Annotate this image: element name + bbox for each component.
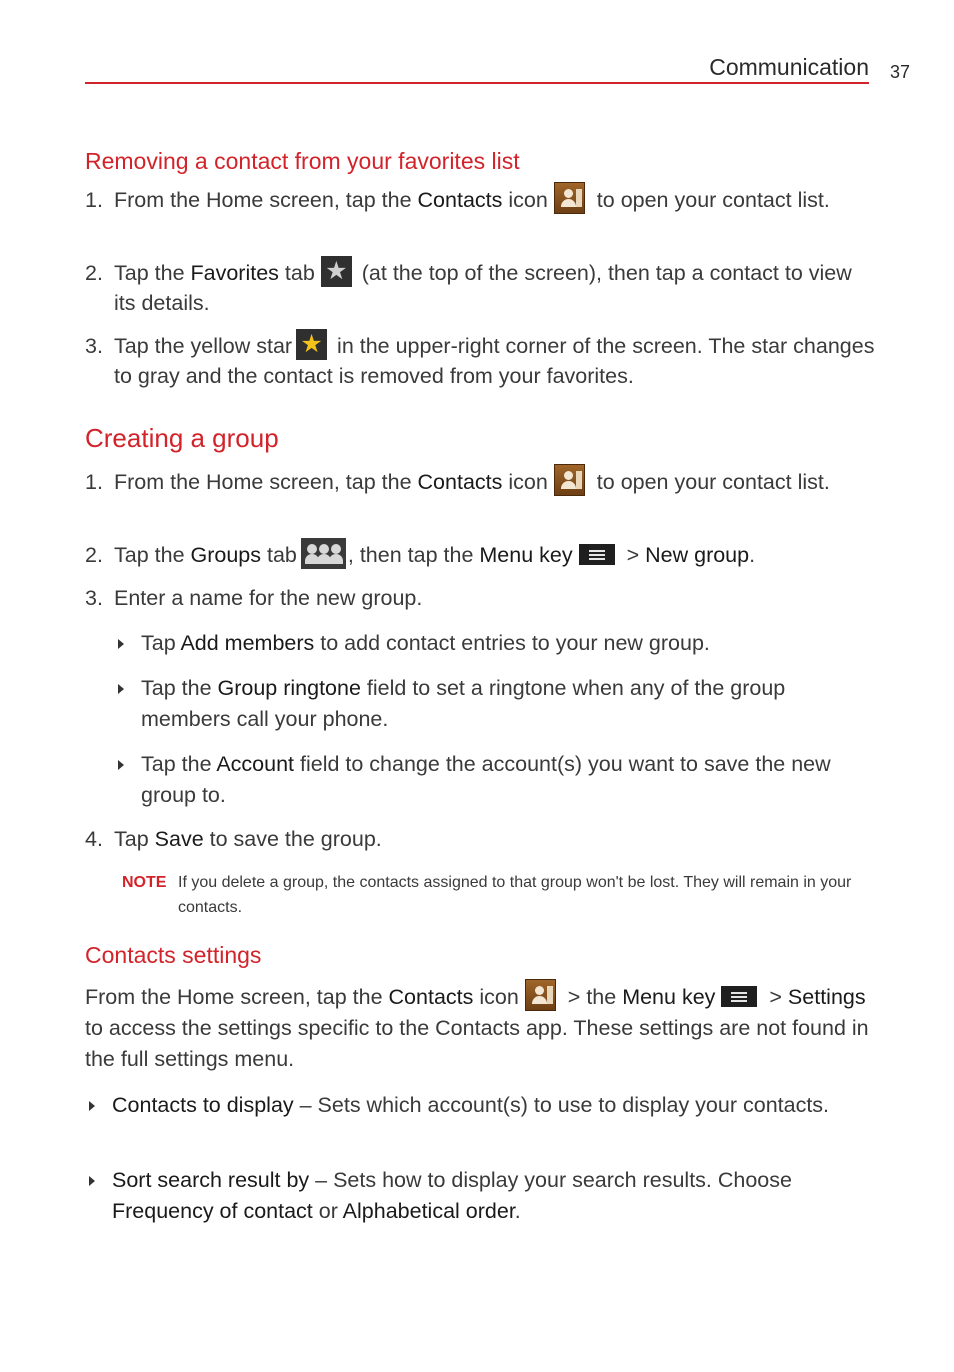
remove-step-2: 2. Tap the Favorites tab ★ (at the top of the screen), then tap a contact to view its details.	[85, 256, 852, 315]
menu-key-icon	[721, 986, 757, 1007]
bullet-arrow-icon	[89, 1101, 95, 1111]
group-step-1: 1. From the Home screen, tap the Contacts icon to open your contact list.	[85, 467, 875, 497]
group-bullet-account: Tap the Account field to change the account(s) you want to save the new group to.	[118, 749, 858, 811]
bullet-arrow-icon	[118, 760, 124, 770]
contacts-icon	[525, 979, 556, 1011]
settings-bullet-sort-search: Sort search result by – Sets how to display your search results. Choose Frequency of contact or Alphabetical order.	[89, 1165, 869, 1227]
menu-key-icon	[579, 544, 615, 565]
section-name: Communication	[709, 54, 869, 80]
group-step-4: 4. Tap Save to save the group.	[85, 827, 382, 851]
remove-step-3: 3. Tap the yellow star ★ in the upper-right corner of the screen. The star changes to gray and the contact is removed from your favorites.	[85, 329, 875, 388]
yellow-star-icon: ★	[296, 329, 327, 360]
group-bullet-add-members: Tap Add members to add contact entries to your new group.	[118, 628, 858, 659]
remove-step-1: 1. From the Home screen, tap the Contacts icon to open your contact list.	[85, 185, 875, 215]
heading-remove-favorites: Removing a contact from your favorites list	[85, 148, 520, 174]
page-number: 37	[890, 62, 911, 82]
settings-intro: From the Home screen, tap the Contacts icon > the Menu key > Settings to access the settings specific to the Contacts app. These settings are not found in the full settings menu.	[85, 982, 875, 1075]
heading-creating-group: Creating a group	[85, 423, 279, 453]
contacts-icon	[554, 464, 585, 496]
bullet-arrow-icon	[118, 684, 124, 694]
group-step-2: 2. Tap the Groups tab , then tap the Menu key > New group.	[85, 540, 875, 570]
note-text: If you delete a group, the contacts assigned to that group won't be lost. They will remain in your contacts.	[178, 874, 852, 916]
heading-contacts-settings: Contacts settings	[85, 942, 262, 968]
bullet-arrow-icon	[89, 1176, 95, 1186]
contacts-icon	[554, 182, 585, 214]
group-step-3: 3. Enter a name for the new group.	[85, 586, 423, 610]
group-bullet-ringtone: Tap the Group ringtone field to set a ringtone when any of the group members call your phone.	[118, 673, 858, 735]
bullet-arrow-icon	[118, 639, 124, 649]
groups-icon	[301, 538, 346, 569]
note-label: NOTE	[122, 874, 167, 891]
settings-bullet-contacts-to-display: Contacts to display – Sets which account(s) to use to display your contacts.	[89, 1090, 869, 1121]
note	[122, 870, 872, 920]
favorites-star-icon: ★	[321, 256, 352, 287]
page-header	[85, 50, 869, 84]
